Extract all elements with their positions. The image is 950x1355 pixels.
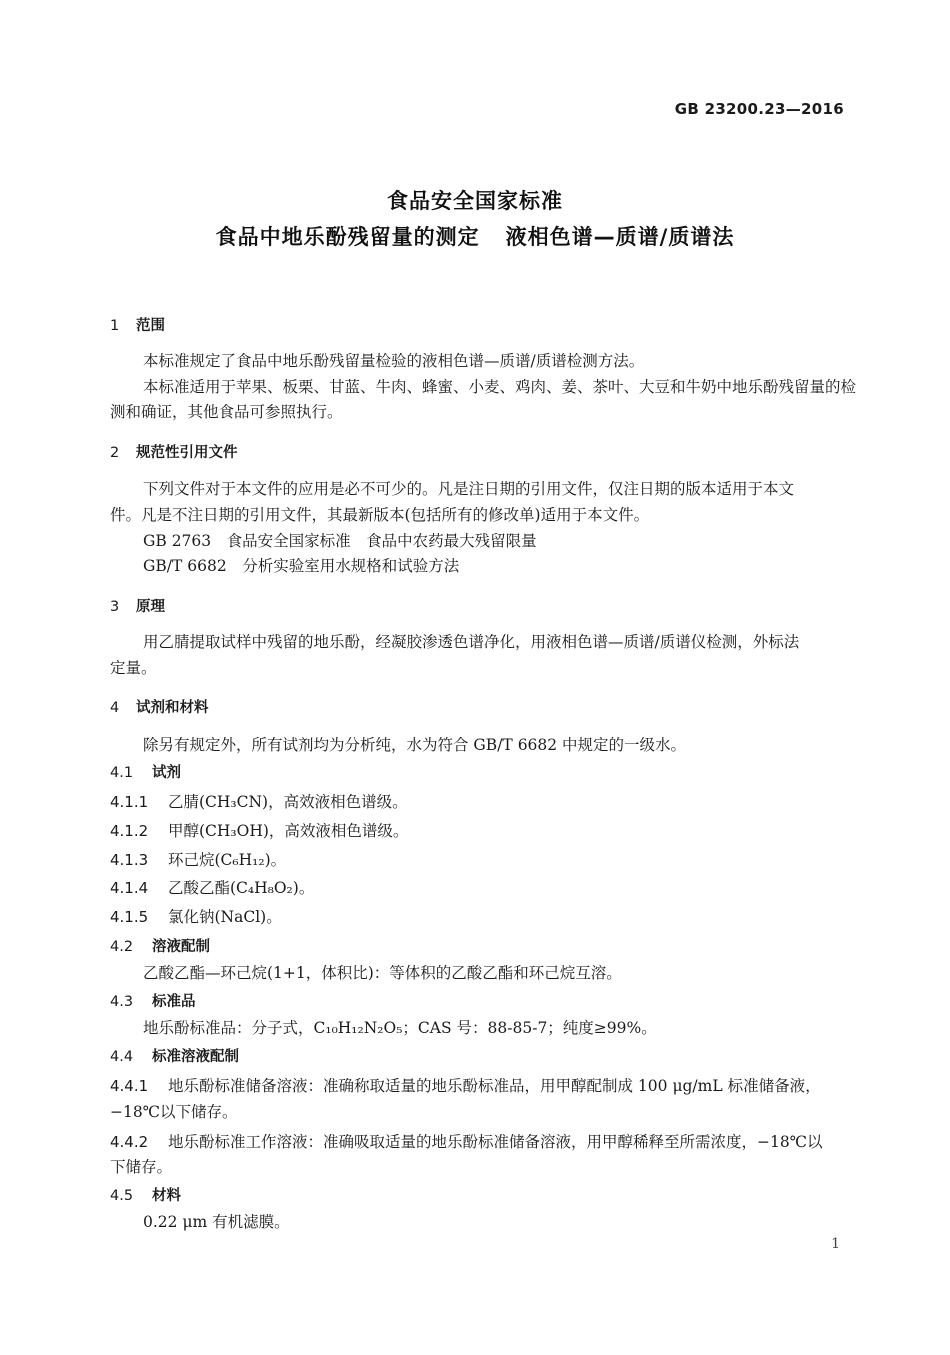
document-title [0,186,950,252]
section-title: 规范性引用文件 [136,445,238,461]
paragraph: 地乐酚标准品：分子式，C₁₀H₁₂N₂O₅；CAS 号：88-85-7；纯度≥99%。 [143,1019,657,1037]
item-text: 地乐酚标准工作溶液：准确吸取适量的地乐酚标准储备溶液，用甲醇稀释至所需浓度，−18℃以 [168,1133,823,1151]
reagent-item [110,877,314,899]
page-number: 1 [831,1236,840,1252]
item-number: 4.1.2 [110,822,149,840]
title-line-2 [0,222,950,252]
item-text: 环己烷(C₆H₁₂)。 [168,851,287,869]
paragraph-continuation: 件。凡是不注日期的引用文件，其最新版本(包括所有的修改单)适用于本文件。 [110,506,650,524]
item-continuation: −18℃以下储存。 [110,1103,238,1121]
subsection-number: 4.4 [110,1049,134,1065]
paragraph: 本标准规定了食品中地乐酚残留量检验的液相色谱—质谱/质谱检测方法。 [143,352,645,370]
item-text: 氯化钠(NaCl)。 [168,908,282,926]
solution-item [110,1075,821,1097]
subsection-number: 4.5 [110,1188,134,1204]
title-line-2b: 液相色谱—质谱/质谱法 [505,225,735,249]
section-number: 1 [110,318,120,334]
section-3-heading [110,596,165,618]
item-number: 4.1.5 [110,908,149,926]
subsection-4-2-heading [110,936,210,958]
paragraph: 本标准适用于苹果、板栗、甘蓝、牛肉、蜂蜜、小麦、鸡肉、姜、茶叶、大豆和牛奶中地乐酚残留量的检 [143,378,857,396]
reagent-item [110,849,286,871]
paragraph: 乙酸乙酯—环己烷(1+1，体积比)：等体积的乙酸乙酯和环己烷互溶。 [143,964,622,982]
standard-number: GB 23200.23—2016 [674,100,844,118]
solution-item [110,1131,823,1153]
paragraph-continuation: 测和确证，其他食品可参照执行。 [110,403,343,421]
subsection-title: 标准品 [152,994,196,1010]
item-number: 4.1.3 [110,851,149,869]
subsection-4-4-heading [110,1046,239,1068]
section-number: 2 [110,445,120,461]
reagent-item [110,820,408,842]
subsection-number: 4.2 [110,939,134,955]
subsection-title: 溶液配制 [152,939,210,955]
item-number: 4.1.4 [110,879,149,897]
section-title: 范围 [136,318,165,334]
title-line-2a: 食品中地乐酚残留量的测定 [215,225,480,249]
paragraph: 0.22 μm 有机滤膜。 [143,1213,290,1231]
item-text: 乙酸乙酯(C₄H₈O₂)。 [168,879,315,897]
paragraph: 下列文件对于本文件的应用是必不可少的。凡是注日期的引用文件，仅注日期的版本适用于本文 [143,480,795,498]
section-title: 试剂和材料 [136,700,209,716]
subsection-title: 试剂 [152,765,181,781]
item-text: 地乐酚标准储备溶液：准确称取适量的地乐酚标准品，用甲醇配制成 100 μg/mL 标准储备液， [168,1077,821,1095]
reagent-item [110,791,408,813]
subsection-number: 4.1 [110,765,134,781]
subsection-title: 标准溶液配制 [152,1049,239,1065]
title-line-1: 食品安全国家标准 [387,189,563,213]
item-number: 4.4.1 [110,1077,149,1095]
section-number: 3 [110,599,120,615]
item-number: 4.1.1 [110,793,149,811]
section-title: 原理 [136,599,165,615]
section-2-heading [110,442,238,464]
item-text: 甲醇(CH₃OH)，高效液相色谱级。 [168,822,409,840]
item-text: 乙腈(CH₃CN)，高效液相色谱级。 [168,793,408,811]
normative-reference: GB/T 6682 分析实验室用水规格和试验方法 [143,557,460,575]
item-continuation: 下储存。 [110,1158,173,1176]
item-number: 4.4.2 [110,1133,149,1151]
paragraph-continuation: 定量。 [110,659,157,677]
subsection-title: 材料 [152,1188,181,1204]
paragraph: 除另有规定外，所有试剂均为分析纯，水为符合 GB/T 6682 中规定的一级水。 [143,736,687,754]
subsection-4-5-heading [110,1185,181,1207]
section-4-heading [110,697,209,719]
section-number: 4 [110,700,120,716]
paragraph: 用乙腈提取试样中残留的地乐酚，经凝胶渗透色谱净化，用液相色谱—质谱/质谱仪检测，外标法 [143,633,800,651]
subsection-number: 4.3 [110,994,134,1010]
normative-reference: GB 2763 食品安全国家标准 食品中农药最大残留限量 [143,532,537,550]
reagent-item [110,906,282,928]
section-1-heading [110,315,165,337]
subsection-4-3-heading [110,991,196,1013]
subsection-4-1-heading [110,762,181,784]
